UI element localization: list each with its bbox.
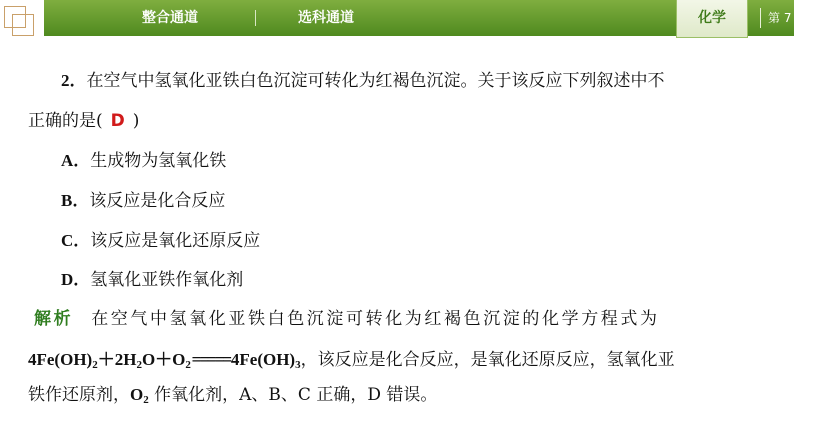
option-letter: C． [61,231,91,250]
analysis-label: 解析 [34,309,74,329]
analysis-line2 [28,345,675,371]
option-b [61,186,225,211]
equation-sign: ===== [191,350,231,369]
option-letter: D． [61,270,91,289]
option-c [61,226,260,251]
subject-tab-chemistry[interactable]: 化学 [676,0,748,38]
analysis-text: ，该反应是化合反应，是氧化还原反应，氢氧化亚 [300,350,675,370]
question-number: 2． [61,71,87,90]
option-text: 该反应是氧化还原反应 [90,231,261,251]
answer-mark: D [110,111,125,131]
option-a [61,146,226,171]
oxygen-formula: $O_2$ [130,385,149,406]
option-text: 该反应是化合反应 [89,191,226,211]
option-letter: B． [61,191,90,210]
tab-subject-selection-channel[interactable]: 选科通道 [298,10,354,26]
option-d [61,265,243,290]
corner-square-inner [12,14,34,36]
tab-separator [255,10,256,26]
analysis-text: 铁作还原剂， [28,385,130,405]
option-letter: A． [61,151,91,170]
header-divider [760,8,761,28]
analysis-line1 [34,304,660,329]
tab-integration-channel[interactable]: 整合通道 [142,10,198,26]
question-stem-line1 [61,66,665,91]
analysis-text: 作氧化剂，A、B、C 正确，D 错误。 [148,385,438,405]
chemical-equation: $4Fe(OH)_2+2H_2O+O_2=====4Fe(OH)_3$ [28,350,301,371]
question-stem-prefix: 正确的是( [28,111,103,131]
analysis-line3 [28,380,437,406]
corner-decoration [4,6,34,36]
question-stem-suffix: ) [132,111,140,131]
option-text: 氢氧化亚铁作氧化剂 [90,270,244,290]
question-stem-line2 [28,106,139,131]
option-text: 生成物为氢氧化铁 [90,151,227,171]
analysis-text: 在空气中氢氧化亚铁白色沉淀可转化为红褐色沉淀的化学方程式为 [91,309,660,329]
page-indicator: 第 7 页 [768,11,808,25]
question-stem-text: 在空气中氢氧化亚铁白色沉淀可转化为红褐色沉淀。关于该反应下列叙述中不 [86,71,665,91]
header-bar [44,0,808,36]
